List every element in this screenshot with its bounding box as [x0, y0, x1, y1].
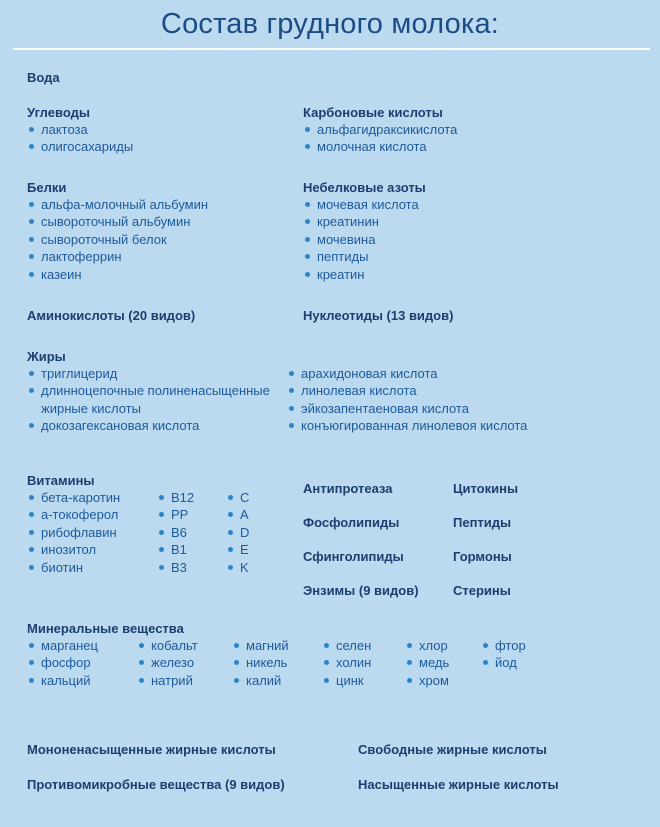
fats-list-right-wrap	[287, 365, 527, 435]
list-item: кобальт	[137, 637, 198, 654]
list-item: селен	[322, 637, 371, 654]
list-item: B12	[157, 489, 194, 506]
list-item: хлор	[405, 637, 449, 654]
list-item: K	[226, 559, 249, 576]
heading-saturated-fatty-acids: Насыщенные жирные кислоты	[358, 777, 559, 792]
list-item: никель	[232, 654, 289, 671]
list-item: рибофлавин	[27, 524, 120, 541]
section-fats	[27, 348, 270, 435]
list-item: сывороточный белок	[27, 231, 208, 248]
list-item: бета-каротин	[27, 489, 120, 506]
list-item: марганец	[27, 637, 184, 654]
minerals-list-2	[137, 637, 198, 689]
list-item: креатин	[303, 266, 426, 283]
list-item: креатинин	[303, 213, 426, 230]
list-item: фтор	[481, 637, 526, 654]
minerals-list-5	[405, 637, 449, 689]
minerals-list-3-wrap	[232, 637, 289, 689]
list-item: калий	[232, 672, 289, 689]
heading-nucleotides: Нуклеотиды (13 видов)	[303, 308, 454, 323]
list-item: эйкозапентаеновая кислота	[287, 400, 527, 417]
list-item: конъюгированная линолевоя кислота	[287, 417, 527, 434]
heading-hormones: Гормоны	[453, 549, 512, 564]
heading-vitamins: Витамины	[27, 473, 95, 488]
minerals-list-4	[322, 637, 371, 689]
list-item: B1	[157, 541, 194, 558]
list-item: холин	[322, 654, 371, 671]
list-item: пептиды	[303, 248, 426, 265]
list-item: кальций	[27, 672, 184, 689]
heading-antiprotease: Антипротеаза	[303, 481, 393, 496]
list-item: E	[226, 541, 249, 558]
list-item: мочевина	[303, 231, 426, 248]
list-item: лактоза	[27, 121, 133, 138]
heading-carboxylic-acids: Карбоновые кислоты	[303, 105, 443, 120]
minerals-list-6-wrap	[481, 637, 526, 672]
fats-list-right	[287, 365, 527, 435]
list-item: докозагексановая кислота	[27, 417, 270, 434]
list-item: натрий	[137, 672, 198, 689]
vitamins-list-2	[157, 489, 194, 576]
minerals-list-6	[481, 637, 526, 672]
list-item: мочевая кислота	[303, 196, 426, 213]
list-item: арахидоновая кислота	[287, 365, 527, 382]
list-item: C	[226, 489, 249, 506]
fats-list-left	[27, 365, 270, 435]
list-item: альфа-молочный альбумин	[27, 196, 208, 213]
minerals-list-2-wrap	[137, 637, 198, 689]
heading-monounsaturated-fatty-acids: Мононенасыщенные жирные кислоты	[27, 742, 276, 757]
nonprotein-nitrogen-list	[303, 196, 426, 283]
heading-phospholipids: Фосфолипиды	[303, 515, 400, 530]
page-title: Состав грудного молока:	[160, 8, 500, 40]
section-proteins	[27, 179, 208, 283]
heading-peptides: Пептиды	[453, 515, 512, 530]
heading-cytokines: Цитокины	[453, 481, 519, 496]
list-item: инозитол	[27, 541, 120, 558]
heading-proteins: Белки	[27, 180, 67, 195]
list-item: A	[226, 506, 249, 523]
heading-water: Вода	[27, 70, 60, 85]
list-item: медь	[405, 654, 449, 671]
list-item: альфагидраксикислота	[303, 121, 457, 138]
list-item: B6	[157, 524, 194, 541]
list-item: B3	[157, 559, 194, 576]
proteins-list	[27, 196, 208, 283]
list-item: биотин	[27, 559, 120, 576]
heading-sphingolipids: Сфинголипиды	[303, 549, 404, 564]
minerals-list-4-wrap	[322, 637, 371, 689]
list-item: триглицерид	[27, 365, 270, 382]
list-item: йод	[481, 654, 526, 671]
list-item: а-токоферол	[27, 506, 120, 523]
carboxylic-list	[303, 121, 457, 156]
heading-free-fatty-acids: Свободные жирные кислоты	[358, 742, 547, 757]
heading-sterols: Стерины	[453, 583, 511, 598]
section-carboxylic-acids	[303, 104, 457, 156]
list-item: казеин	[27, 266, 208, 283]
list-item-continuation: жирные кислоты	[41, 400, 141, 416]
section-carbs	[27, 104, 133, 156]
list-item: молочная кислота	[303, 138, 457, 155]
list-item: магний	[232, 637, 289, 654]
list-item: D	[226, 524, 249, 541]
heading-minerals: Минеральные вещества	[27, 621, 184, 636]
list-item: длинноцепочные полиненасыщенные	[27, 382, 270, 399]
title-divider	[13, 48, 650, 50]
list-item: цинк	[322, 672, 371, 689]
list-item: сывороточный альбумин	[27, 213, 208, 230]
vitamins-list-1	[27, 489, 120, 576]
list-item: хром	[405, 672, 449, 689]
vitamins-list-2-wrap	[157, 489, 194, 576]
heading-fats: Жиры	[27, 349, 66, 364]
vitamins-list-3	[226, 489, 249, 576]
heading-carbs: Углеводы	[27, 105, 90, 120]
list-item: PP	[157, 506, 194, 523]
heading-enzymes: Энзимы (9 видов)	[303, 583, 419, 598]
list-item: линолевая кислота	[287, 382, 527, 399]
vitamins-list-3-wrap	[226, 489, 249, 576]
minerals-list-3	[232, 637, 289, 689]
section-vitamins	[27, 472, 120, 576]
heading-antimicrobial-substances: Противомикробные вещества (9 видов)	[27, 777, 285, 792]
heading-amino-acids: Аминокислоты (20 видов)	[27, 308, 196, 323]
list-item: лактоферрин	[27, 248, 208, 265]
heading-nonprotein-nitrogen: Небелковые азоты	[303, 180, 426, 195]
list-item: фосфор	[27, 654, 184, 671]
section-nonprotein-nitrogen	[303, 179, 426, 283]
carbs-list	[27, 121, 133, 156]
minerals-list-5-wrap	[405, 637, 449, 689]
list-item: железо	[137, 654, 198, 671]
list-item: олигосахариды	[27, 138, 133, 155]
